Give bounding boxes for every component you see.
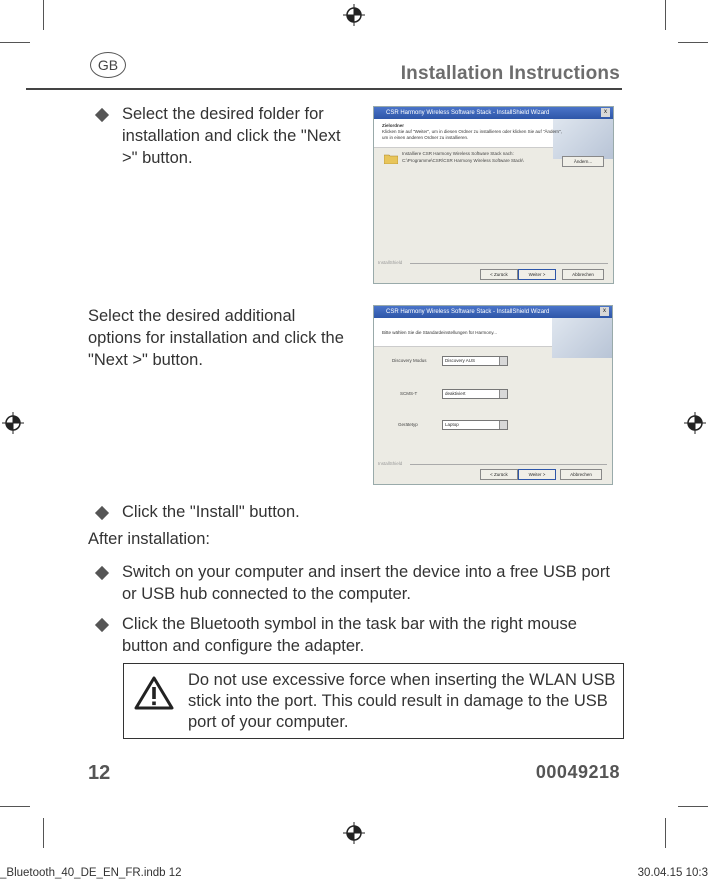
language-badge: GB bbox=[90, 52, 126, 78]
dialog-header bbox=[374, 318, 612, 347]
device-type-select[interactable] bbox=[442, 420, 508, 430]
header-rule bbox=[26, 88, 622, 90]
discovery-select[interactable] bbox=[442, 356, 508, 366]
folder-icon bbox=[384, 153, 398, 164]
close-icon[interactable]: x bbox=[600, 307, 609, 316]
step-4-text: Switch on your computer and insert the device into a free USB port or USB hub connected to the computer. bbox=[122, 563, 610, 603]
crop-mark bbox=[678, 42, 708, 43]
chevron-down-icon[interactable] bbox=[499, 357, 507, 365]
swoosh-graphic bbox=[552, 318, 612, 358]
step-3-text: Click the "Install" button. bbox=[122, 503, 300, 521]
registration-mark-icon bbox=[343, 822, 365, 844]
after-installation-heading: After installation: bbox=[88, 530, 210, 548]
dialog-header bbox=[374, 119, 613, 148]
change-button[interactable]: Ändern... bbox=[562, 156, 604, 167]
bullet-diamond-icon bbox=[95, 506, 109, 520]
install-to-label: Installiere CSR Harmony Wireless Software Stack nach: bbox=[402, 151, 514, 156]
warning-text: Do not use excessive force when inserting the WLAN USB stick into the port. This could result in damage to the USB port of your computer. bbox=[188, 671, 616, 731]
crop-mark bbox=[43, 818, 44, 848]
print-slug-date: 30.04.15 10:3 bbox=[637, 867, 708, 879]
chevron-down-icon[interactable] bbox=[499, 390, 507, 398]
discovery-label: Discovery Modus bbox=[392, 358, 427, 363]
install-path: C:\Programme\CSR\CSR Harmony Wireless Software Stack\ bbox=[402, 158, 524, 163]
chevron-down-icon[interactable] bbox=[499, 421, 507, 429]
installshield-label: InstallShield bbox=[378, 461, 403, 466]
bullet-diamond-icon bbox=[95, 618, 109, 632]
bullet-diamond-icon bbox=[95, 108, 109, 122]
step-5-text: Click the Bluetooth symbol in the task bar with the right mouse button and configure the adapter. bbox=[122, 615, 577, 655]
back-button[interactable]: < Zurück bbox=[480, 469, 518, 480]
page-number: 12 bbox=[88, 762, 111, 784]
dialog-heading: Zielordner bbox=[382, 123, 405, 128]
step-2-text: Select the desired additional options for installation and click the "Next >" button. bbox=[88, 307, 344, 369]
window-title: CSR Harmony Wireless Software Stack - InstallShield Wizard bbox=[386, 110, 550, 116]
crop-mark bbox=[678, 806, 708, 807]
bullet-diamond-icon bbox=[95, 566, 109, 580]
scms-value: deaktiviert bbox=[445, 391, 466, 396]
window-titlebar bbox=[374, 306, 612, 318]
installshield-label: InstallShield bbox=[378, 260, 403, 265]
next-button[interactable]: Weiter > bbox=[518, 469, 556, 480]
crop-mark bbox=[0, 42, 30, 43]
footer-divider bbox=[410, 464, 607, 465]
crop-mark bbox=[0, 806, 30, 807]
print-slug-file: _Bluetooth_40_DE_EN_FR.indb 12 bbox=[0, 867, 182, 879]
device-type-value: Laptop bbox=[445, 422, 459, 427]
registration-mark-icon bbox=[684, 412, 706, 434]
installer-screenshot-folder bbox=[373, 106, 614, 284]
cancel-button[interactable]: Abbrechen bbox=[562, 269, 604, 280]
discovery-value: Discovery AUS bbox=[445, 358, 476, 363]
window-title: CSR Harmony Wireless Software Stack - InstallShield Wizard bbox=[386, 309, 550, 315]
next-button[interactable]: Weiter > bbox=[518, 269, 556, 280]
page-title: Installation Instructions bbox=[400, 63, 620, 84]
article-code: 00049218 bbox=[535, 762, 620, 782]
warning-box bbox=[123, 663, 624, 739]
dialog-instruction: Klicken Sie auf "Weiter", um in diesen Ordner zu installieren oder klicken Sie auf "Ändern", um in einen anderen Ordner zu installieren. bbox=[382, 129, 562, 140]
crop-mark bbox=[665, 818, 666, 848]
device-type-label: Gerätetyp bbox=[398, 422, 418, 427]
installer-screenshot-options bbox=[373, 305, 613, 485]
close-icon[interactable]: x bbox=[601, 108, 610, 117]
cancel-button[interactable]: Abbrechen bbox=[560, 469, 602, 480]
footer-divider bbox=[410, 263, 608, 264]
crop-mark bbox=[43, 0, 44, 30]
registration-mark-icon bbox=[2, 412, 24, 434]
registration-mark-icon bbox=[343, 4, 365, 26]
scms-select[interactable] bbox=[442, 389, 508, 399]
dialog-instruction: Bitte wählen Sie die Standardeinstellungen für Harmony... bbox=[382, 330, 497, 335]
swoosh-graphic bbox=[553, 119, 613, 159]
crop-mark bbox=[665, 0, 666, 30]
step-1-text: Select the desired folder for installation and click the "Next >" button. bbox=[122, 105, 341, 167]
warning-triangle-icon bbox=[134, 676, 174, 710]
back-button[interactable]: < Zurück bbox=[480, 269, 518, 280]
scms-label: SCMS-T bbox=[400, 391, 418, 396]
window-titlebar bbox=[374, 107, 613, 119]
